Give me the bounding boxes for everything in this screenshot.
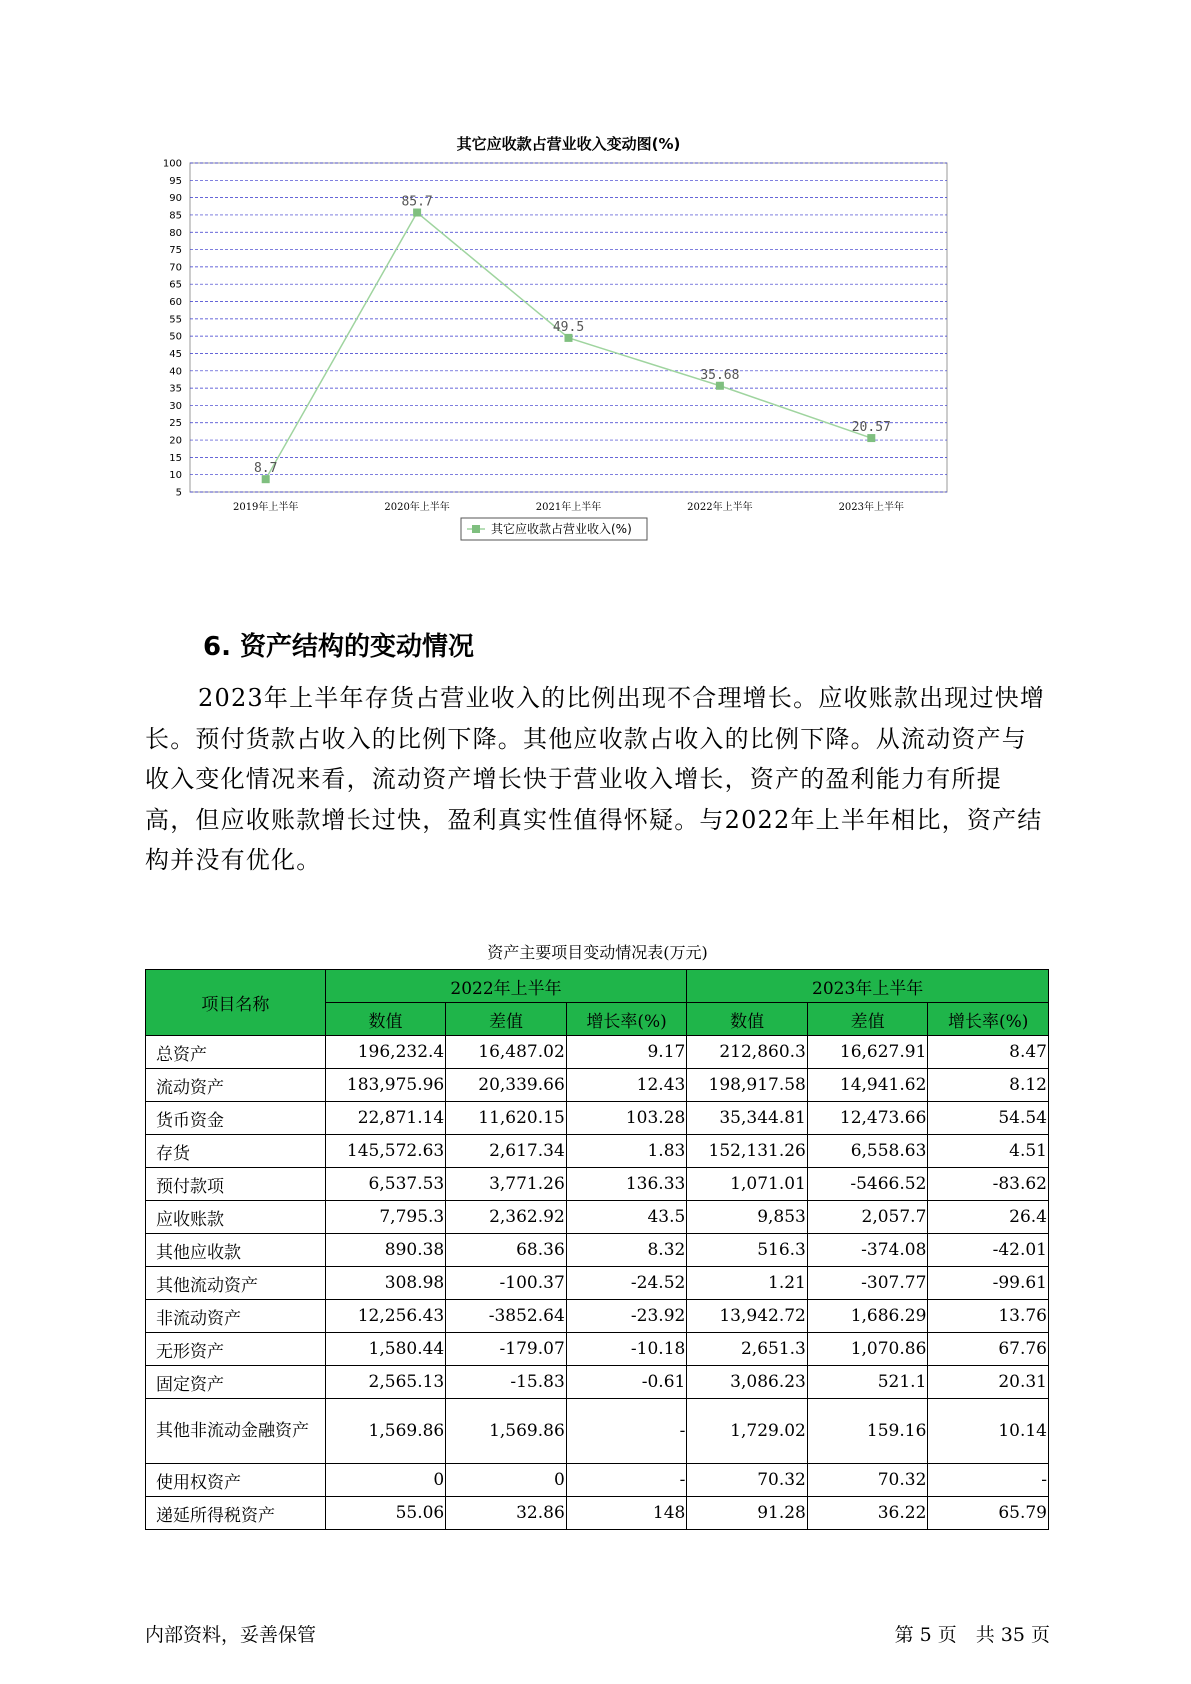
cell-diff-2023: 521.1 (807, 1366, 928, 1399)
y-tick-label: 80 (169, 227, 182, 239)
cell-value-2022: 6,537.53 (325, 1168, 446, 1201)
header-diff-2022: 差值 (446, 1003, 567, 1036)
cell-diff-2023: 12,473.66 (807, 1102, 928, 1135)
footer-confidential-note: 内部资料，妥善保管 (145, 1624, 317, 1646)
y-tick-label: 25 (169, 418, 182, 430)
y-tick-label: 55 (169, 314, 182, 326)
table-row (146, 1497, 1049, 1530)
cell-rate-2022: 148 (566, 1497, 687, 1530)
header-rate-2022: 增长率(%) (566, 1003, 687, 1036)
chart-title: 其它应收款占营业收入变动图(%) (456, 135, 681, 153)
y-tick-label: 85 (169, 210, 182, 222)
cell-diff-2022: -15.83 (446, 1366, 567, 1399)
cell-value-2023: 198,917.58 (687, 1069, 808, 1102)
table-row (146, 1234, 1049, 1267)
body-paragraph: 2023年上半年存货占营业收入的比例出现不合理增长。应收账款出现过快增长。预付货款占收入的比例下降。其他应收款占收入的比例下降。从流动资产与收入变化情况来看，流动资产增长快于营业收入增长，资产的盈利能力有所提高，但应收账款增长过快，盈利真实性值得怀疑。与2022年上半年相比，资产结构并没有优化。 (145, 684, 1046, 874)
cell-item-name: 应收账款 (146, 1201, 326, 1234)
line-chart (150, 135, 1050, 595)
cell-value-2023: 91.28 (687, 1497, 808, 1530)
table-row (146, 1201, 1049, 1234)
header-period-2023: 2023年上半年 (687, 970, 1049, 1003)
cell-rate-2023: - (928, 1464, 1049, 1497)
table-row (146, 1300, 1049, 1333)
cell-diff-2022: 3,771.26 (446, 1168, 567, 1201)
cell-value-2023: 3,086.23 (687, 1366, 808, 1399)
cell-diff-2023: -374.08 (807, 1234, 928, 1267)
cell-value-2022: 0 (325, 1464, 446, 1497)
cell-value-2022: 183,975.96 (325, 1069, 446, 1102)
cell-rate-2023: -42.01 (928, 1234, 1049, 1267)
cell-diff-2023: 159.16 (807, 1399, 928, 1464)
cell-value-2022: 22,871.14 (325, 1102, 446, 1135)
table-row (146, 1267, 1049, 1300)
cell-rate-2022: 12.43 (566, 1069, 687, 1102)
cell-item-name: 流动资产 (146, 1069, 326, 1102)
cell-rate-2023: 10.14 (928, 1399, 1049, 1464)
cell-value-2022: 55.06 (325, 1497, 446, 1530)
legend-label: 其它应收款占营业收入(%) (491, 522, 632, 536)
footer-page-number: 第 5 页 共 35 页 (894, 1624, 1050, 1646)
y-tick-label: 10 (169, 470, 182, 482)
cell-diff-2023: 2,057.7 (807, 1201, 928, 1234)
y-tick-label: 65 (169, 279, 182, 291)
cell-diff-2023: 14,941.62 (807, 1069, 928, 1102)
cell-rate-2022: 8.32 (566, 1234, 687, 1267)
cell-rate-2023: 67.76 (928, 1333, 1049, 1366)
cell-rate-2022: -0.61 (566, 1366, 687, 1399)
y-tick-label: 95 (169, 175, 182, 187)
data-point (867, 434, 875, 442)
legend-marker (472, 525, 480, 533)
cell-diff-2023: 36.22 (807, 1497, 928, 1530)
cell-value-2023: 212,860.3 (687, 1036, 808, 1069)
cell-value-2022: 308.98 (325, 1267, 446, 1300)
y-tick-label: 45 (169, 348, 182, 360)
cell-rate-2023: 13.76 (928, 1300, 1049, 1333)
x-tick-label: 2022年上半年 (687, 502, 753, 513)
cell-item-name: 递延所得税资产 (146, 1497, 326, 1530)
cell-item-name: 无形资产 (146, 1333, 326, 1366)
data-label: 35.68 (700, 367, 740, 383)
table-row (146, 1069, 1049, 1102)
cell-value-2023: 152,131.26 (687, 1135, 808, 1168)
cell-rate-2022: -23.92 (566, 1300, 687, 1333)
cell-item-name: 其他应收款 (146, 1234, 326, 1267)
cell-diff-2023: 70.32 (807, 1464, 928, 1497)
data-label: 20.57 (851, 420, 891, 436)
series-line (266, 213, 872, 480)
cell-item-name: 其他非流动金融资产 (146, 1399, 326, 1464)
data-label: 8.7 (253, 461, 278, 477)
cell-diff-2023: 16,627.91 (807, 1036, 928, 1069)
cell-value-2023: 1,729.02 (687, 1399, 808, 1464)
cell-rate-2023: -99.61 (928, 1267, 1049, 1300)
y-tick-label: 20 (169, 435, 182, 447)
cell-value-2023: 70.32 (687, 1464, 808, 1497)
cell-diff-2022: 0 (446, 1464, 567, 1497)
header-value-2023: 数值 (687, 1003, 808, 1036)
chart-svg (150, 135, 1050, 595)
y-tick-label: 30 (169, 400, 182, 412)
cell-diff-2023: 1,686.29 (807, 1300, 928, 1333)
cell-diff-2022: 1,569.86 (446, 1399, 567, 1464)
header-diff-2023: 差值 (807, 1003, 928, 1036)
y-tick-label: 50 (169, 331, 182, 343)
cell-item-name: 其他流动资产 (146, 1267, 326, 1300)
y-tick-label: 35 (169, 383, 182, 395)
cell-diff-2022: 20,339.66 (446, 1069, 567, 1102)
cell-diff-2022: 32.86 (446, 1497, 567, 1530)
cell-value-2022: 1,569.86 (325, 1399, 446, 1464)
table-row (146, 1168, 1049, 1201)
cell-diff-2022: 2,617.34 (446, 1135, 567, 1168)
y-tick-label: 60 (169, 297, 182, 309)
data-point (262, 475, 270, 483)
cell-value-2022: 890.38 (325, 1234, 446, 1267)
cell-rate-2022: 9.17 (566, 1036, 687, 1069)
cell-value-2022: 12,256.43 (325, 1300, 446, 1333)
asset-change-table (145, 969, 1049, 1530)
section-heading: 6. 资产结构的变动情况 (203, 632, 475, 662)
cell-diff-2022: 16,487.02 (446, 1036, 567, 1069)
cell-rate-2023: 8.47 (928, 1036, 1049, 1069)
cell-rate-2023: 65.79 (928, 1497, 1049, 1530)
header-rate-2023: 增长率(%) (928, 1003, 1049, 1036)
cell-item-name: 使用权资产 (146, 1464, 326, 1497)
y-tick-label: 15 (169, 452, 182, 464)
cell-diff-2022: -179.07 (446, 1333, 567, 1366)
cell-value-2022: 7,795.3 (325, 1201, 446, 1234)
table-row (146, 1036, 1049, 1069)
cell-rate-2022: - (566, 1464, 687, 1497)
header-item-name: 项目名称 (146, 970, 326, 1036)
data-point (716, 382, 724, 390)
x-tick-label: 2019年上半年 (232, 502, 299, 513)
x-tick-label: 2021年上半年 (535, 502, 602, 513)
cell-value-2023: 516.3 (687, 1234, 808, 1267)
cell-rate-2023: 26.4 (928, 1201, 1049, 1234)
cell-rate-2022: 43.5 (566, 1201, 687, 1234)
table-caption: 资产主要项目变动情况表(万元) (487, 943, 708, 962)
cell-diff-2023: -5466.52 (807, 1168, 928, 1201)
cell-diff-2023: -307.77 (807, 1267, 928, 1300)
cell-value-2023: 2,651.3 (687, 1333, 808, 1366)
cell-value-2023: 1,071.01 (687, 1168, 808, 1201)
cell-diff-2022: -3852.64 (446, 1300, 567, 1333)
cell-diff-2022: -100.37 (446, 1267, 567, 1300)
cell-value-2023: 1.21 (687, 1267, 808, 1300)
data-label: 49.5 (552, 319, 585, 335)
x-tick-label: 2023年上半年 (838, 502, 905, 513)
cell-rate-2023: 20.31 (928, 1366, 1049, 1399)
cell-rate-2023: 54.54 (928, 1102, 1049, 1135)
cell-diff-2022: 2,362.92 (446, 1201, 567, 1234)
cell-rate-2023: 4.51 (928, 1135, 1049, 1168)
table-body (146, 1036, 1049, 1530)
table-row (146, 1366, 1049, 1399)
cell-item-name: 总资产 (146, 1036, 326, 1069)
cell-diff-2023: 6,558.63 (807, 1135, 928, 1168)
table-row (146, 1333, 1049, 1366)
table-row (146, 1135, 1049, 1168)
cell-item-name: 存货 (146, 1135, 326, 1168)
cell-value-2023: 35,344.81 (687, 1102, 808, 1135)
cell-value-2023: 9,853 (687, 1201, 808, 1234)
cell-rate-2023: 8.12 (928, 1069, 1049, 1102)
cell-diff-2022: 11,620.15 (446, 1102, 567, 1135)
cell-value-2022: 196,232.4 (325, 1036, 446, 1069)
cell-rate-2022: - (566, 1399, 687, 1464)
cell-diff-2022: 68.36 (446, 1234, 567, 1267)
cell-item-name: 固定资产 (146, 1366, 326, 1399)
cell-rate-2022: 136.33 (566, 1168, 687, 1201)
cell-rate-2022: 1.83 (566, 1135, 687, 1168)
header-period-2022: 2022年上半年 (325, 970, 687, 1003)
y-tick-label: 40 (169, 366, 182, 378)
cell-rate-2023: -83.62 (928, 1168, 1049, 1201)
data-point (565, 334, 573, 342)
y-tick-label: 100 (162, 158, 182, 170)
y-tick-label: 90 (169, 193, 182, 205)
x-tick-label: 2020年上半年 (384, 502, 450, 513)
cell-item-name: 预付款项 (146, 1168, 326, 1201)
cell-rate-2022: 103.28 (566, 1102, 687, 1135)
data-point (413, 209, 421, 217)
cell-rate-2022: -24.52 (566, 1267, 687, 1300)
cell-value-2023: 13,942.72 (687, 1300, 808, 1333)
cell-value-2022: 2,565.13 (325, 1366, 446, 1399)
header-value-2022: 数值 (325, 1003, 446, 1036)
table-row (146, 1399, 1049, 1464)
table-row (146, 1464, 1049, 1497)
y-tick-label: 75 (169, 245, 182, 257)
y-tick-label: 70 (169, 262, 182, 274)
cell-item-name: 非流动资产 (146, 1300, 326, 1333)
y-tick-label: 5 (175, 487, 182, 499)
table-row (146, 1102, 1049, 1135)
cell-value-2022: 145,572.63 (325, 1135, 446, 1168)
cell-item-name: 货币资金 (146, 1102, 326, 1135)
data-label: 85.7 (401, 194, 433, 210)
cell-value-2022: 1,580.44 (325, 1333, 446, 1366)
cell-diff-2023: 1,070.86 (807, 1333, 928, 1366)
cell-rate-2022: -10.18 (566, 1333, 687, 1366)
